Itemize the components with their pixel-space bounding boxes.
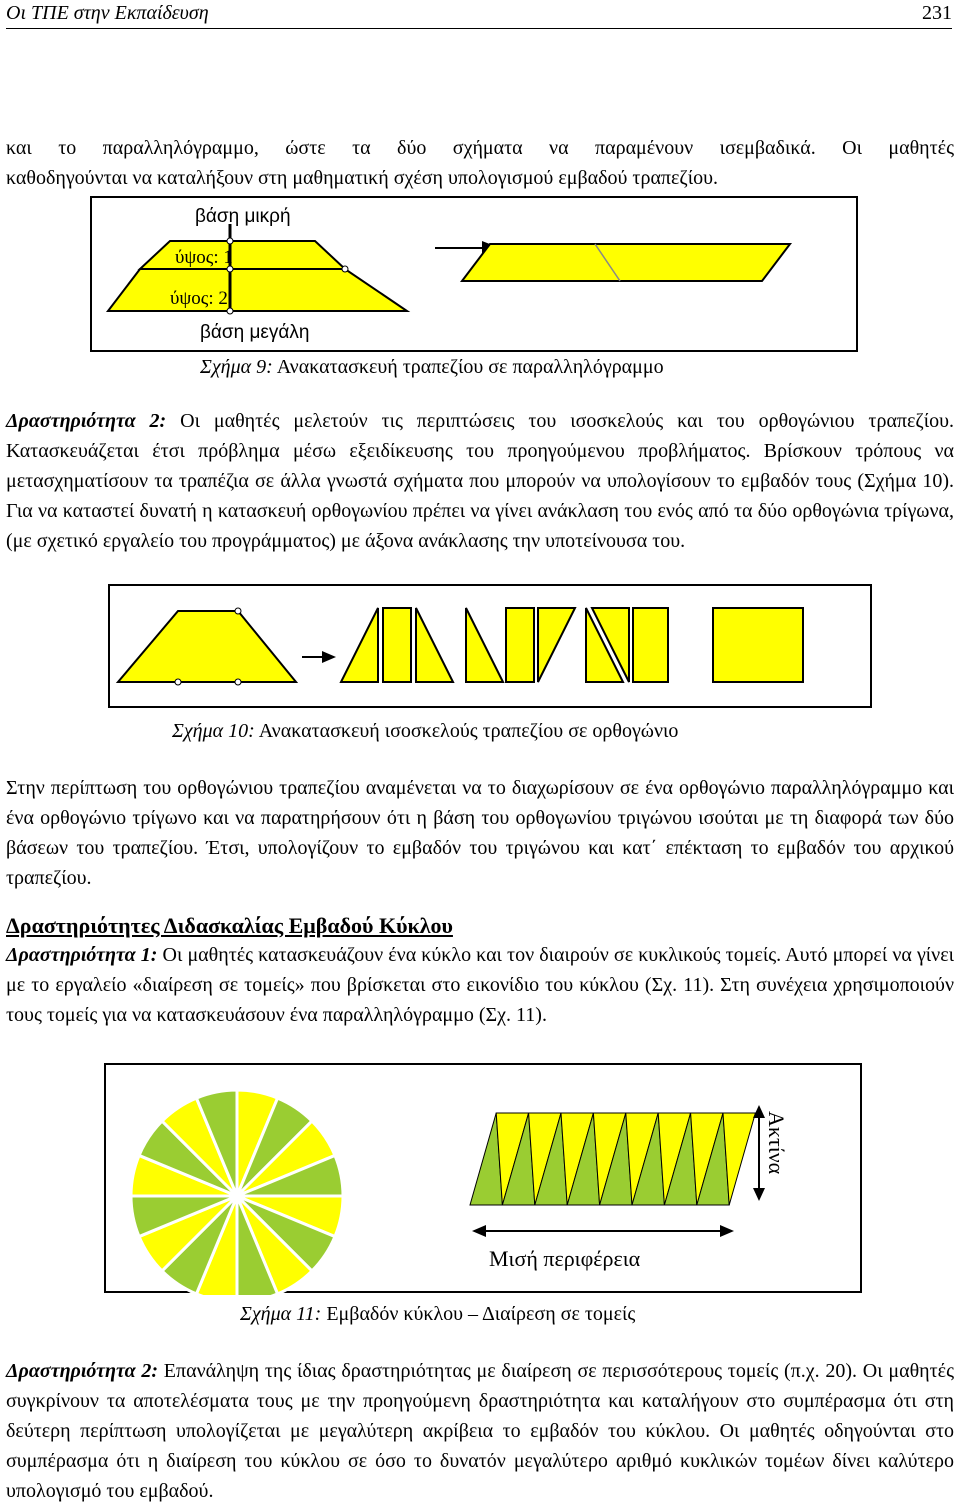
step3-rectangle [506, 608, 534, 682]
label-small-base: βάση μικρή [195, 206, 291, 227]
figure-11 [104, 1063, 864, 1295]
page-number: 231 [922, 2, 952, 24]
label-half-circumference: Μισή περιφέρεια [489, 1246, 641, 1271]
paragraph-circle-activity-2: Δραστηριότητα 2: Επανάληψη της ίδιας δραστηριότητας με διαίρεση σε περισσότερους τομείς (π.χ. 20). Οι μαθητές συγκρίνουν τα αποτελέσματα τους με την προηγούμενη δραστηριότητα και καταλήγουν στο συμπέρασμα ότι στη δεύτερη περίπτωση υπολογίζεται με μεγαλύτερη ακρίβεια το εμβαδόν του κύκλου. Οι μαθητές οδηγούνται στο συμπέρασμα ότι η διαίρεση του κύκλου σε όσο το δυνατόν μεγαλύτερο αριθμό κυκλικών τομέων δίνει καλύτερο υπολογισμό του εμβαδού. [6, 1360, 954, 1502]
point-top [227, 238, 233, 244]
parallelogram [462, 244, 790, 281]
paragraph-intro-line2: καθοδηγούνται να καταλήξουν στη μαθηματική σχέση υπολογισμού εμβαδού τραπεζίου. [6, 167, 718, 189]
split-rectangle [383, 608, 411, 682]
figure-10-drawing [108, 584, 873, 710]
label-large-base: βάση μεγάλη [200, 322, 310, 343]
label-height-1: ύψος: 1 [175, 247, 233, 268]
point-bottom [227, 308, 233, 314]
paragraph-right-trapezoid: Στην περίπτωση του ορθογώνιου τραπεζίου αναμένεται να το διαχωρίσουν σε ένα ορθογώνιο παραλληλόγραμμο και ένα ορθογώνιο τρίγωνο και να παρατηρήσουν ότι η βάση του ορθογωνίου τριγώνου ισούται με τη διαφορά των δύο βάσεων του τραπεζίου. Έτσι, υπολογίζουν το εμβαδόν του τριγώνου και κατ΄ επέκταση το εμβαδόν του αρχικού τραπεζίου. [6, 777, 954, 889]
figure-9-drawing [90, 196, 860, 354]
figure-10-caption: Σχήμα 10: Ανακατασκευή ισοσκελούς τραπεζίου σε ορθογώνιο [172, 720, 679, 742]
page-header [6, 0, 952, 29]
label-radius: Ακτίνα [764, 1111, 789, 1175]
point-right [342, 266, 348, 272]
point-a [235, 608, 241, 614]
final-rectangle [713, 608, 803, 682]
running-title: Οι ΤΠΕ στην Εκπαίδευση [6, 2, 209, 24]
label-height-2: ύψος: 2 [170, 288, 228, 309]
point-c [235, 679, 241, 685]
figure-9-caption: Σχήμα 9: Ανακατασκευή τραπεζίου σε παραλληλόγραμμο [200, 356, 664, 378]
figure-11-drawing [104, 1063, 864, 1295]
figure-9 [90, 196, 860, 354]
paragraph-activity-2: Δραστηριότητα 2: Οι μαθητές μελετούν τις περιπτώσεις του ισοσκελούς και του ορθογώνιου τραπεζίου. Κατασκευάζεται έτσι πρόβλημα μέσω εξειδίκευσης του προηγούμενου προβλήματος. Βρίσκουν τρόπους να μετασχηματίσουν τα τραπέζια σε άλλα γνωστά σχήματα που μπορούν να υπολογίσουν το εμβαδόν τους (Σχήμα 10). Για να καταστεί δυνατή η κατασκευή ορθογωνίου πρέπει να γίνει ανάκλαση του ενός από τα δύο ορθογώνια τρίγωνα, (με σχετικό εργαλείο του προγράμματος) με άξονα ανάκλασης την υποτείνουσα του. [6, 410, 954, 552]
sector-parallelogram [470, 1113, 755, 1205]
paragraph-intro-line1: και το παραλληλόγραμμο, ώστε τα δύο σχήματα να παραμένουν ισεμβαδικά. Οι μαθητές [6, 137, 954, 159]
upper-trapezoid [140, 241, 345, 269]
figure-11-caption: Σχήμα 11: Εμβαδόν κύκλου – Διαίρεση σε τομείς [240, 1303, 636, 1325]
section-heading: Δραστηριότητες Διδασκαλίας Εμβαδού Κύκλου [6, 913, 453, 938]
paragraph-circle-activity-1: Δραστηριότητα 1: Οι μαθητές κατασκευάζουν ένα κύκλο και τον διαιρούν σε κυκλικούς τομείς. Αυτό μπορεί να γίνει με το εργαλείο «διαίρεση σε τομείς» που βρίσκεται στο εικονίδιο του κύκλου (Σχ. 11). Στη συνέχεια χρησιμοποιούν τους τομείς για να κατασκευάσουν ένα παραλληλόγραμμο (Σχ. 11). [6, 944, 954, 1026]
point-b [175, 679, 181, 685]
step4-rectangle [633, 608, 668, 682]
figure-10 [108, 584, 873, 710]
sector-circle [131, 1090, 343, 1295]
